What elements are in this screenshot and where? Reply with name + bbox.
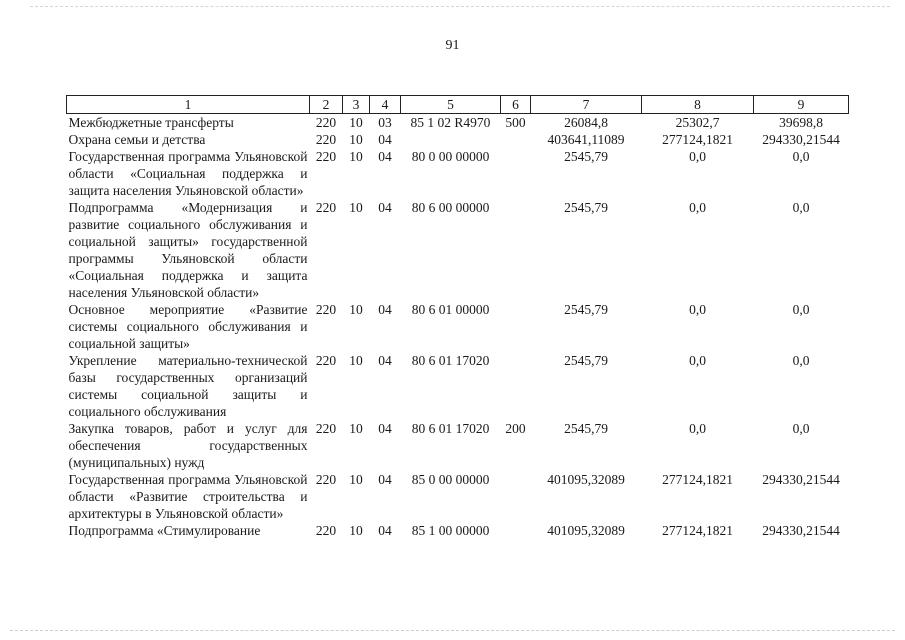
row-name: Укрепление материально-технической базы государственных организаций системы социальной защиты и социального обслуживания bbox=[68, 353, 308, 419]
column-header-2: 2 bbox=[310, 96, 343, 114]
col-3-cell: 10 bbox=[349, 353, 363, 368]
col-2-cell: 220 bbox=[315, 472, 337, 487]
table-body bbox=[67, 114, 849, 540]
col-3-cell: 10 bbox=[349, 132, 363, 147]
col-7-cell: 2545,79 bbox=[564, 353, 608, 368]
row-name: Государственная программа Ульяновской области «Развитие строительства и архитектуры в Ульяновской области» bbox=[68, 472, 308, 521]
col-2-cell: 220 bbox=[315, 149, 337, 164]
col-3-cell: 10 bbox=[349, 115, 363, 130]
col-6-cell: 500 bbox=[505, 115, 526, 130]
row-name: Подпрограмма «Стимулирование bbox=[68, 523, 261, 538]
col-6-cell bbox=[501, 352, 531, 420]
col-3-cell: 10 bbox=[349, 149, 363, 164]
col-5-cell: 80 6 01 17020 bbox=[411, 353, 490, 368]
col-2-cell: 220 bbox=[315, 132, 337, 147]
col-9-cell: 39698,8 bbox=[779, 115, 823, 130]
col-4-cell: 04 bbox=[378, 200, 392, 215]
column-header-6: 6 bbox=[501, 96, 531, 114]
col-6-cell bbox=[501, 148, 531, 199]
col-6-cell bbox=[501, 522, 531, 539]
col-3-cell: 10 bbox=[349, 421, 363, 436]
col-3-cell: 10 bbox=[349, 200, 363, 215]
col-9-cell: 294330,21544 bbox=[762, 132, 840, 147]
col-3-cell: 10 bbox=[349, 302, 363, 317]
table-row bbox=[67, 131, 849, 148]
row-name: Подпрограмма «Модернизация и развитие социального обслуживания и социальной защиты» государственной программы Ульяновской области «Социальная поддержка и защита населения Ульяновской области» bbox=[68, 200, 308, 300]
col-3-cell: 10 bbox=[349, 472, 363, 487]
table-row bbox=[67, 199, 849, 301]
column-header-7: 7 bbox=[531, 96, 642, 114]
scan-edge-top bbox=[30, 6, 890, 8]
col-2-cell: 220 bbox=[315, 421, 337, 436]
col-5-cell: 85 1 00 00000 bbox=[411, 523, 490, 538]
col-9-cell: 0,0 bbox=[792, 200, 810, 215]
col-5-cell: 85 1 02 R4970 bbox=[410, 115, 491, 130]
col-5-cell: 80 6 01 17020 bbox=[411, 421, 490, 436]
col-7-cell: 401095,32089 bbox=[547, 523, 625, 538]
column-header-9: 9 bbox=[754, 96, 849, 114]
column-header-8: 8 bbox=[642, 96, 754, 114]
col-7-cell: 2545,79 bbox=[564, 200, 608, 215]
col-9-cell: 0,0 bbox=[792, 353, 810, 368]
col-9-cell: 294330,21544 bbox=[762, 523, 840, 538]
col-7-cell: 2545,79 bbox=[564, 421, 608, 436]
row-name: Основное мероприятие «Развитие системы социального обслуживания и социальной защиты» bbox=[68, 302, 308, 351]
col-7-cell: 2545,79 bbox=[564, 149, 608, 164]
col-2-cell: 220 bbox=[315, 200, 337, 215]
column-header-1: 1 bbox=[67, 96, 310, 114]
col-5-cell: 80 6 01 00000 bbox=[411, 302, 490, 317]
col-9-cell: 0,0 bbox=[792, 302, 810, 317]
table-row bbox=[67, 522, 849, 539]
col-4-cell: 04 bbox=[378, 302, 392, 317]
col-7-cell: 401095,32089 bbox=[547, 472, 625, 487]
col-4-cell: 04 bbox=[378, 421, 392, 436]
col-7-cell: 2545,79 bbox=[564, 302, 608, 317]
header-row bbox=[67, 96, 849, 114]
table-row bbox=[67, 471, 849, 522]
col-8-cell: 277124,1821 bbox=[662, 132, 733, 147]
col-8-cell: 0,0 bbox=[689, 149, 706, 164]
table-header bbox=[67, 96, 849, 114]
col-8-cell: 0,0 bbox=[689, 200, 706, 215]
row-name: Закупка товаров, работ и услуг для обеспечения государственных (муниципальных) нужд bbox=[68, 421, 308, 470]
col-2-cell: 220 bbox=[315, 302, 337, 317]
scan-edge-bottom bbox=[10, 630, 895, 632]
col-4-cell: 04 bbox=[378, 353, 392, 368]
col-5-cell bbox=[401, 131, 501, 148]
column-header-3: 3 bbox=[343, 96, 370, 114]
col-8-cell: 0,0 bbox=[689, 421, 706, 436]
col-7-cell: 26084,8 bbox=[564, 115, 608, 130]
budget-table bbox=[66, 95, 849, 539]
col-6-cell bbox=[501, 301, 531, 352]
col-6-cell: 200 bbox=[505, 421, 526, 436]
col-2-cell: 220 bbox=[315, 115, 337, 130]
col-4-cell: 04 bbox=[378, 149, 392, 164]
col-9-cell: 294330,21544 bbox=[762, 472, 840, 487]
col-8-cell: 0,0 bbox=[689, 353, 706, 368]
col-5-cell: 80 6 00 00000 bbox=[411, 200, 490, 215]
table-row bbox=[67, 114, 849, 132]
table-row bbox=[67, 148, 849, 199]
col-8-cell: 277124,1821 bbox=[662, 472, 733, 487]
col-9-cell: 0,0 bbox=[792, 421, 810, 436]
col-9-cell: 0,0 bbox=[792, 149, 810, 164]
col-2-cell: 220 bbox=[315, 523, 337, 538]
row-name: Государственная программа Ульяновской области «Социальная поддержка и защита населения Ульяновской области» bbox=[68, 149, 308, 198]
col-5-cell: 85 0 00 00000 bbox=[411, 472, 490, 487]
row-name: Межбюджетные трансферты bbox=[68, 115, 234, 130]
row-name: Охрана семьи и детства bbox=[68, 132, 206, 147]
col-5-cell: 80 0 00 00000 bbox=[411, 149, 490, 164]
col-4-cell: 03 bbox=[378, 115, 392, 130]
col-3-cell: 10 bbox=[349, 523, 363, 538]
col-8-cell: 277124,1821 bbox=[662, 523, 733, 538]
col-2-cell: 220 bbox=[315, 353, 337, 368]
col-6-cell bbox=[501, 199, 531, 301]
col-6-cell bbox=[501, 131, 531, 148]
col-6-cell bbox=[501, 471, 531, 522]
col-4-cell: 04 bbox=[378, 132, 392, 147]
col-7-cell: 403641,11089 bbox=[547, 132, 625, 147]
column-header-5: 5 bbox=[401, 96, 501, 114]
column-header-4: 4 bbox=[370, 96, 401, 114]
col-8-cell: 0,0 bbox=[689, 302, 706, 317]
col-4-cell: 04 bbox=[378, 523, 392, 538]
page-number: 91 bbox=[445, 38, 460, 53]
col-8-cell: 25302,7 bbox=[675, 115, 720, 130]
table-row bbox=[67, 352, 849, 420]
table-row bbox=[67, 420, 849, 471]
table-row bbox=[67, 301, 849, 352]
col-4-cell: 04 bbox=[378, 472, 392, 487]
